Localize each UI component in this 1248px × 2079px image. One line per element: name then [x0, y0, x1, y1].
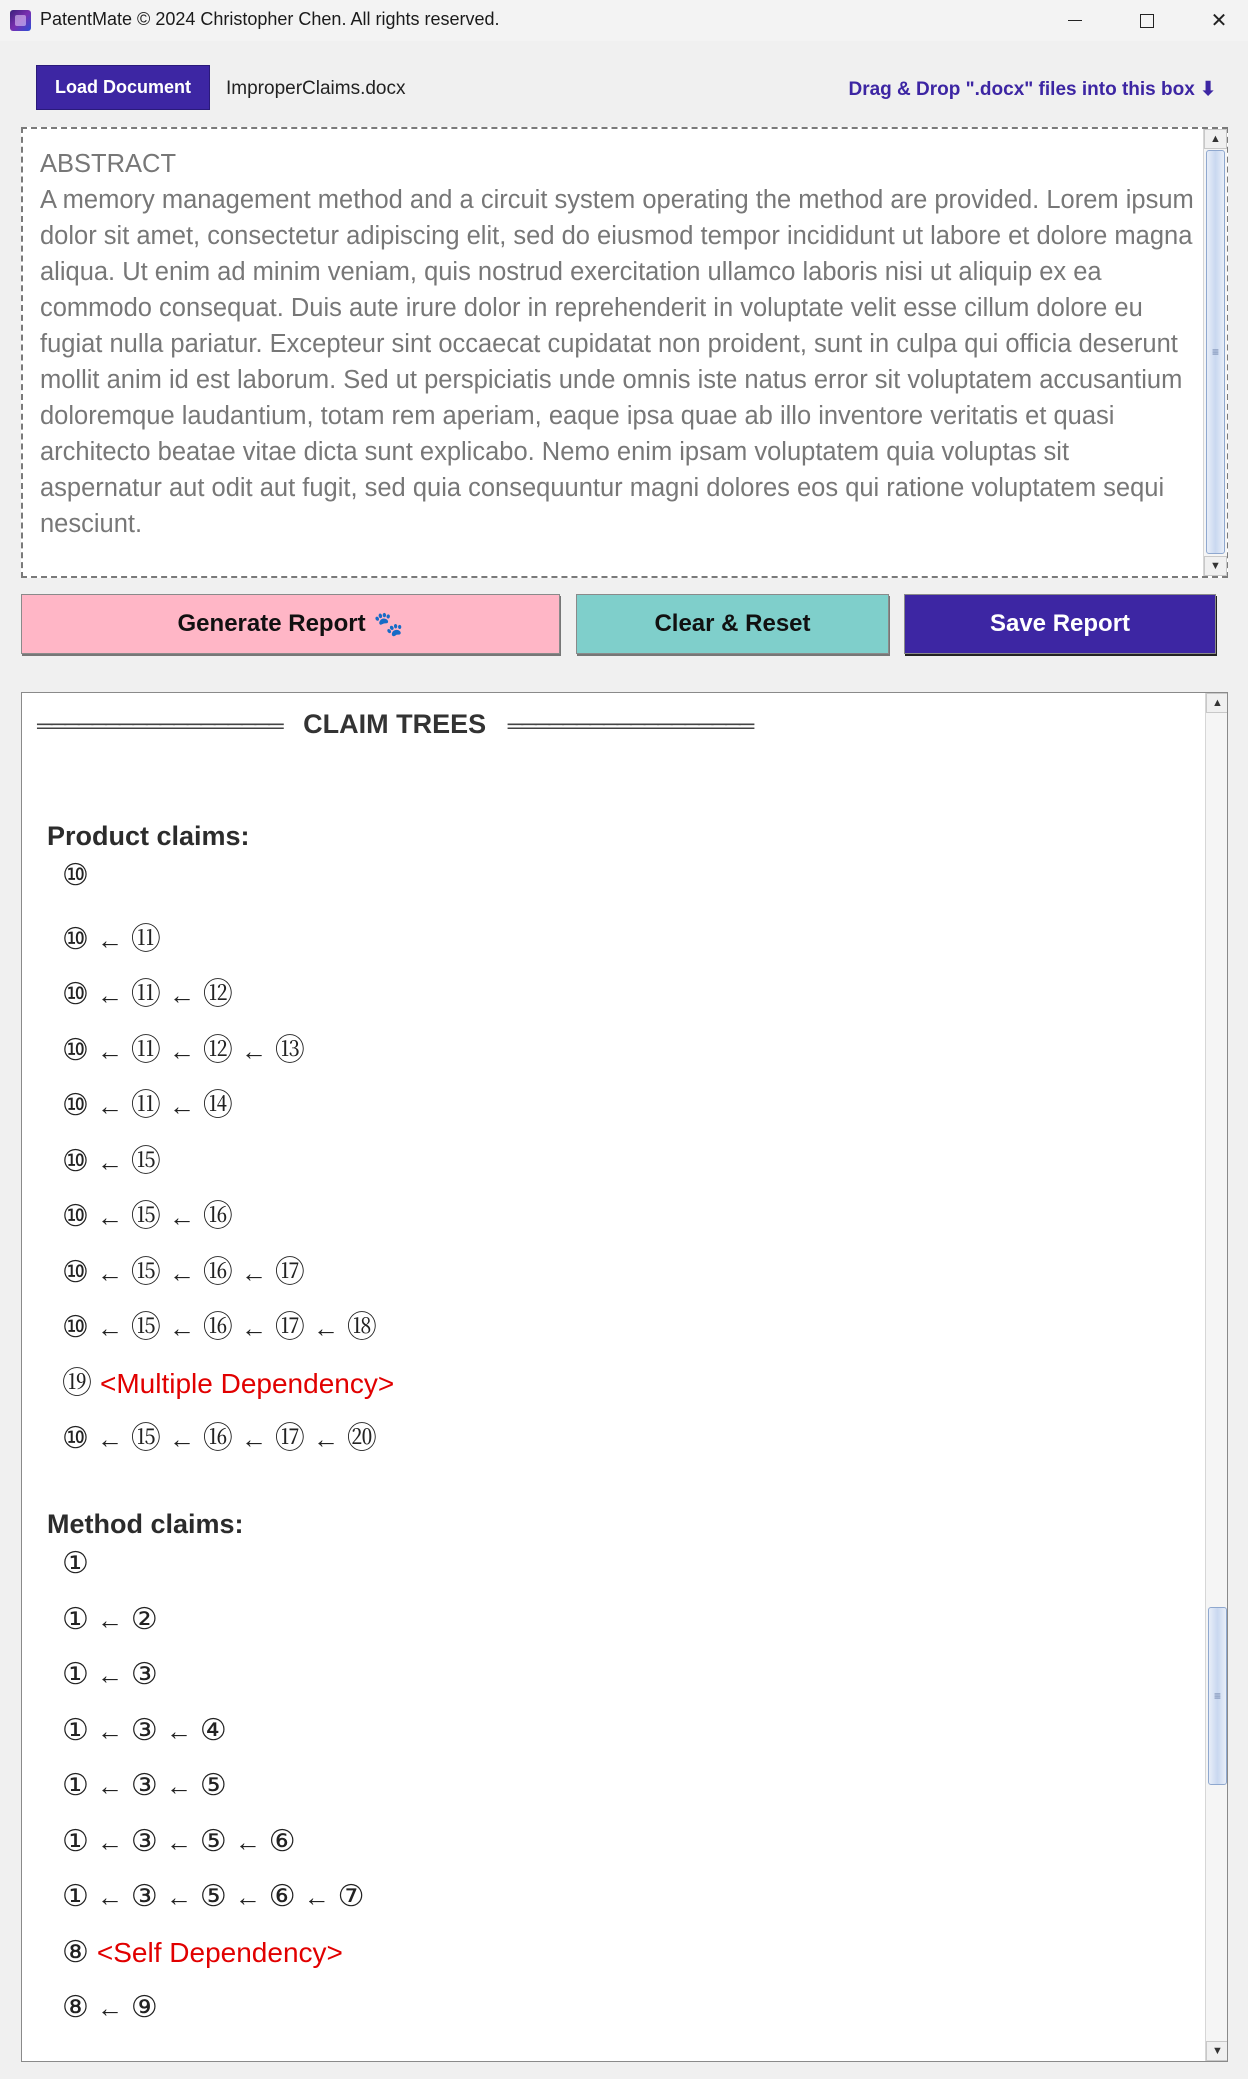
depends-on-arrow: ←	[96, 1771, 123, 1801]
maximize-button[interactable]	[1112, 0, 1182, 41]
claim-number: ①	[62, 1658, 89, 1691]
window-title: PatentMate © 2024 Christopher Chen. All rights reserved.	[40, 9, 500, 29]
dependency-error-label: <Multiple Dependency>	[100, 1367, 395, 1399]
generate-report-label: Generate Report	[177, 610, 366, 637]
claim-number: ⑳	[346, 1422, 377, 1455]
claim-number: ⑲	[62, 1366, 92, 1400]
claim-number: ⑯	[202, 1255, 233, 1289]
product-claims-title: Product claims:	[47, 821, 250, 851]
clear-reset-button[interactable]: Clear & Reset	[576, 594, 889, 654]
claim-number: ⑪	[130, 1089, 161, 1122]
depends-on-arrow: ←	[312, 1424, 339, 1454]
maximize-icon	[1140, 14, 1154, 28]
claim-trees-title: CLAIM TREES	[303, 709, 487, 739]
claim-chain-line	[62, 1824, 296, 1859]
depends-on-arrow: ←	[168, 980, 195, 1010]
depends-on-arrow: ←	[96, 1660, 123, 1690]
claim-number: ⑮	[130, 1200, 161, 1233]
claim-number: ⑪	[130, 922, 161, 956]
abstract-drop-box[interactable]	[21, 127, 1228, 578]
claim-number: ③	[130, 1769, 158, 1802]
abstract-body: A memory management method and a circuit system operating the method are provided. Lorem ipsum dolor sit amet, consectetur adipiscing elit, sed do eiusmod tempor incididunt ut labore et dolore magna aliqua. Ut enim ad minim veniam, quis nostrud exercitation ullamco laboris nisi ut aliquip ex ea commodo consequat. Duis aute irure dolor in reprehenderit in voluptate velit esse cillum dolore eu fugiat nulla pariatur. Excepteur sint occaecat cupidatat non proident, sunt in culpa qui officia deserunt mollit anim id est laborum. Sed ut perspiciatis unde omnis iste natus error sit voluptatem accusantium doloremque laudantium, totam rem aperiam, eaque ipsa quae ab illo inventore veritatis et quasi architecto beatae vitae dicta sunt explicabo. Nemo enim ipsam voluptatem quia voluptas sit aspernatur aut odit aut fugit, sed quia consequuntur magni dolores eos qui ratione voluptatem sequi nesciunt.	[40, 186, 1194, 538]
depends-on-arrow: ←	[96, 924, 123, 955]
claim-number: ⑩	[62, 1255, 89, 1289]
scroll-up-icon[interactable]: ▲	[1204, 129, 1227, 149]
claim-chain-line	[62, 1879, 365, 1914]
close-button[interactable]	[1184, 0, 1248, 41]
claims-scrollbar[interactable]	[1205, 693, 1228, 2061]
claim-number: ⑯	[202, 1422, 233, 1455]
drag-drop-hint: Drag & Drop ".docx" files into this box ⬇	[848, 79, 1216, 100]
claim-number: ⑦	[337, 1880, 365, 1913]
header-rule-right: ══════════════════	[507, 712, 753, 738]
claim-number: ⑭	[202, 1089, 233, 1122]
scroll-down-icon[interactable]: ▼	[1204, 556, 1227, 576]
depends-on-arrow: ←	[240, 1313, 267, 1343]
claim-chain-line	[62, 1358, 394, 1402]
claim-chain-line	[62, 1935, 343, 1970]
claim-number: ⑧	[62, 1991, 89, 2024]
claim-number: ④	[199, 1713, 227, 1747]
depends-on-arrow: ←	[165, 1715, 192, 1746]
depends-on-arrow: ←	[96, 1424, 123, 1454]
claim-number: ⑫	[202, 1033, 233, 1067]
loaded-file-name: ImproperClaims.docx	[226, 78, 406, 99]
claim-number: ⑮	[130, 1255, 161, 1289]
claim-chain-line	[62, 1657, 158, 1692]
depends-on-arrow: ←	[240, 1424, 267, 1454]
claim-number: ②	[130, 1602, 158, 1636]
claim-chain-line	[62, 969, 233, 1013]
depends-on-arrow: ←	[168, 1424, 195, 1454]
claim-number: ⑫	[202, 978, 233, 1011]
depends-on-arrow: ←	[96, 1604, 123, 1635]
claim-number: ⑥	[268, 1880, 296, 1913]
claim-number: ⑱	[346, 1311, 377, 1344]
depends-on-arrow: ←	[165, 1882, 192, 1912]
minimize-icon	[1068, 20, 1082, 22]
scroll-up-icon[interactable]: ▲	[1206, 693, 1228, 713]
claim-number: ①	[62, 1713, 89, 1747]
title-bar	[0, 0, 1248, 41]
depends-on-arrow: ←	[168, 1313, 195, 1343]
depends-on-arrow: ←	[96, 1146, 123, 1177]
claim-number: ⑩	[62, 1033, 89, 1067]
claim-chain-line	[62, 1990, 158, 2025]
claim-chain-line	[62, 1025, 305, 1069]
claim-chain-line	[62, 1247, 305, 1291]
claim-chain-line	[62, 1602, 158, 1637]
depends-on-arrow: ←	[168, 1202, 195, 1232]
abstract-scroll-thumb[interactable]	[1206, 150, 1225, 554]
abstract-text	[40, 146, 1195, 542]
claim-trees-panel[interactable]	[21, 692, 1228, 2062]
depends-on-arrow: ←	[168, 1091, 195, 1121]
claim-number: ①	[62, 1602, 89, 1636]
depends-on-arrow: ←	[96, 1993, 123, 2023]
claim-number: ⑤	[199, 1880, 227, 1913]
claim-number: ⑩	[62, 922, 89, 956]
dependency-error-label: <Self Dependency>	[96, 1936, 343, 1968]
depends-on-arrow: ←	[96, 1091, 123, 1121]
save-report-button[interactable]: Save Report	[904, 594, 1216, 654]
claim-chain-line	[62, 1413, 377, 1457]
depends-on-arrow: ←	[312, 1313, 339, 1343]
claim-chain-line	[62, 1713, 227, 1748]
claim-number: ⑮	[130, 1144, 161, 1178]
header-rule-left: ══════════════════	[37, 712, 282, 738]
depends-on-arrow: ←	[96, 1257, 123, 1288]
depends-on-arrow: ←	[168, 1257, 195, 1288]
claim-number: ⑩	[62, 1144, 89, 1178]
claim-chain-line	[62, 1136, 161, 1180]
claim-chain-line	[62, 1546, 89, 1581]
claims-scroll-thumb[interactable]	[1208, 1607, 1227, 1785]
claim-number: ①	[62, 1824, 89, 1858]
claim-number: ⑩	[62, 978, 89, 1011]
depends-on-arrow: ←	[240, 1257, 267, 1288]
claim-number: ⑩	[62, 1200, 89, 1233]
claim-trees-header	[37, 709, 752, 740]
depends-on-arrow: ←	[234, 1826, 261, 1857]
depends-on-arrow: ←	[96, 1313, 123, 1343]
claim-chain-line	[62, 1191, 233, 1235]
depends-on-arrow: ←	[240, 1035, 267, 1066]
claim-number: ⑯	[202, 1311, 233, 1344]
claim-number: ⑩	[62, 1422, 89, 1455]
claim-number: ⑰	[274, 1422, 305, 1455]
abstract-heading: ABSTRACT	[40, 150, 177, 178]
app-icon	[10, 10, 31, 31]
claim-number: ③	[130, 1658, 158, 1691]
depends-on-arrow: ←	[165, 1771, 192, 1801]
claim-number: ①	[62, 1769, 89, 1802]
depends-on-arrow: ←	[96, 1202, 123, 1232]
depends-on-arrow: ←	[303, 1882, 330, 1912]
claim-chain-line	[62, 1302, 377, 1346]
claim-number: ⑮	[130, 1422, 161, 1455]
minimize-button[interactable]	[1040, 0, 1110, 41]
claim-number: ⑰	[274, 1255, 305, 1289]
depends-on-arrow: ←	[165, 1826, 192, 1857]
abstract-scrollbar[interactable]	[1203, 129, 1227, 576]
scroll-down-icon[interactable]: ▼	[1206, 2041, 1228, 2061]
claim-number: ③	[130, 1713, 158, 1747]
claim-chain-line	[62, 858, 89, 893]
claim-number: ⑤	[199, 1769, 227, 1802]
close-icon: ✕	[1210, 10, 1228, 32]
claim-number: ⑩	[62, 1089, 89, 1122]
claim-number: ③	[130, 1824, 158, 1858]
paw-icon: 🐾	[373, 610, 404, 638]
claim-number: ⑨	[130, 1991, 158, 2024]
claim-number: ①	[62, 1880, 89, 1913]
depends-on-arrow: ←	[234, 1882, 261, 1912]
claim-chain-line	[62, 914, 161, 958]
claim-number: ⑤	[199, 1824, 227, 1858]
claim-chain-line	[62, 1768, 227, 1803]
claim-number: ⑪	[130, 978, 161, 1011]
depends-on-arrow: ←	[96, 980, 123, 1010]
claim-number: ⑩	[62, 859, 89, 892]
depends-on-arrow: ←	[96, 1035, 123, 1066]
claim-number: ①	[62, 1547, 89, 1580]
claim-number: ⑥	[268, 1824, 296, 1858]
claim-number: ⑮	[130, 1311, 161, 1344]
claim-number: ③	[130, 1880, 158, 1913]
depends-on-arrow: ←	[96, 1715, 123, 1746]
claim-number: ⑰	[274, 1311, 305, 1344]
generate-report-button[interactable]	[21, 594, 560, 654]
method-claims-title: Method claims:	[47, 1509, 244, 1539]
claim-number: ⑩	[62, 1311, 89, 1344]
claim-number: ⑧	[62, 1935, 89, 1969]
claim-chain-line	[62, 1080, 233, 1124]
claim-number: ⑬	[274, 1033, 305, 1067]
depends-on-arrow: ←	[96, 1882, 123, 1912]
depends-on-arrow: ←	[168, 1035, 195, 1066]
claim-number: ⑯	[202, 1200, 233, 1233]
depends-on-arrow: ←	[96, 1826, 123, 1857]
claim-number: ⑪	[130, 1033, 161, 1067]
load-document-button[interactable]: Load Document	[36, 65, 210, 110]
